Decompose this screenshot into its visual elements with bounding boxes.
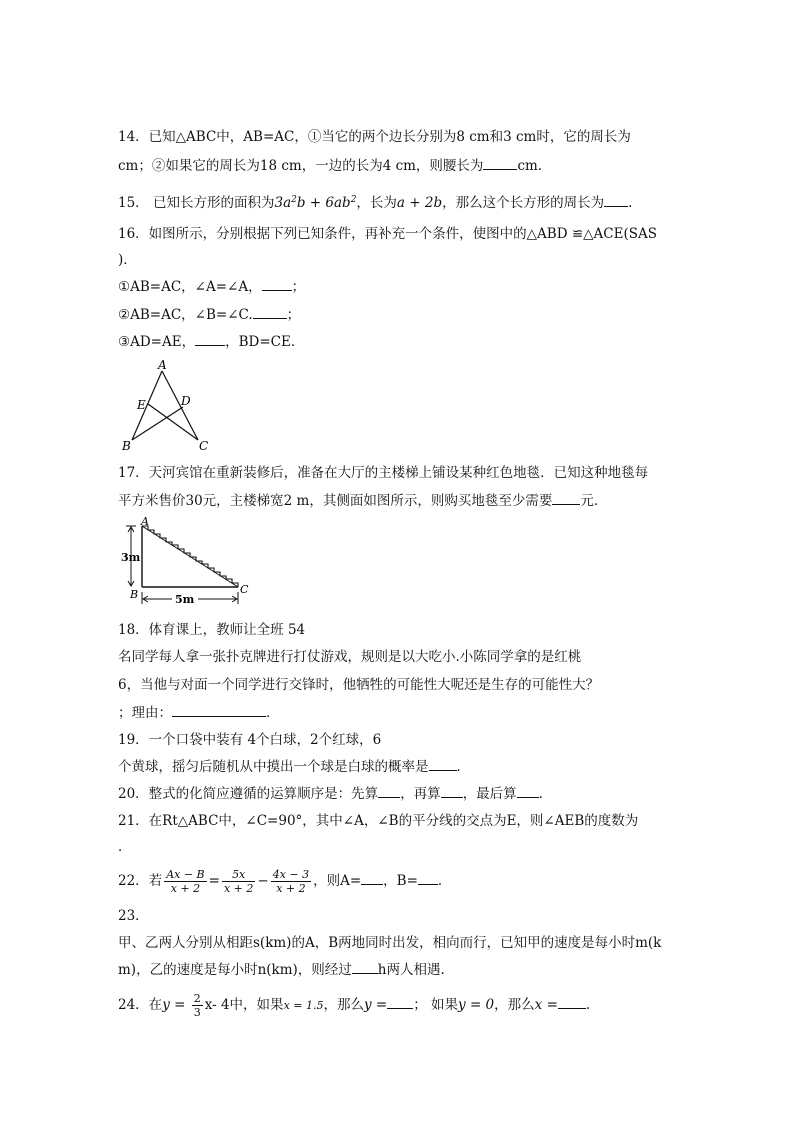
q24-y2: y [363,997,372,1013]
answer-blank[interactable] [387,995,413,1009]
label-a: A [158,358,167,372]
q14-text-2: cm；②如果它的周长为18 cm，一边的长为4 cm，则腰长为 [118,158,484,174]
side-ac [162,371,198,440]
label-d: D [181,394,191,408]
q15-area: $3a^2b + 6ab^2$ [274,195,357,211]
q17-line1 [118,463,648,483]
q23-line2 [118,933,661,953]
q24-line [118,990,590,1021]
q16-cond3-text: ③AD=AE， [118,334,196,350]
label-a: A [141,515,149,528]
answer-blank[interactable] [483,156,517,170]
q17-text: 17．天河宾馆在重新装修后，准备在大厅的主楼梯上铺设某种红色地毯．已知这种地毯每 [118,465,649,481]
answer-blank[interactable] [429,757,457,771]
q16-cond3-end: ，BD=CE． [225,334,305,350]
q19-line1 [118,730,381,750]
q21-text-1: 21．在Rt△ABC中，∠C=90°，其中∠A，∠B的平分线的交点为E，则∠AEB的度数为 [118,813,639,829]
q15-line [118,190,632,213]
q24-eq: = [169,997,190,1013]
label-width: 5m [175,593,195,606]
q16-line1b [118,250,137,270]
q23-text-1: 23． [118,908,149,924]
q18-line4 [118,703,280,723]
q19-text-2: 个黄球，摇匀后随机从中摸出一个球是白球的概率是 [118,759,429,775]
q21-line2 [118,837,132,857]
q19-end: ． [456,759,470,775]
q18-line1 [118,620,305,640]
q24-y: y [162,997,170,1013]
q23-line1 [118,906,149,926]
q24-prefix: 24．在 [118,997,163,1013]
fraction-2: $\frac{5x}{x + 2}$ [223,868,254,895]
q15-length: a + 2b [396,195,443,211]
q22-mid: ，则A= [313,873,362,889]
q20-text-d: ． [538,786,553,802]
q17-text-3: 元． [580,493,608,509]
answer-blank[interactable] [418,871,438,885]
q16-line1 [118,224,657,244]
triangle-figure [118,358,218,454]
q17-line2 [118,491,607,511]
q24-eq3: = [542,997,558,1013]
label-b: B [122,439,131,453]
q22-mid2: ，B= [383,873,418,889]
q22-end: ． [437,873,452,889]
label-b: B [130,588,139,601]
answer-blank[interactable] [195,332,225,346]
q24-cond2: y = 0 [458,997,495,1013]
q20-text-b: ，再算 [400,786,441,802]
answer-blank[interactable] [604,193,628,207]
q15-end: . [628,195,633,211]
q15-text: 15． 已知长方形的面积为 [118,195,275,211]
q19-text-1: 19．一个口袋中装有 4个白球，2个红球，6 [118,732,382,748]
q14-line2 [118,156,542,176]
segment-ce [148,404,198,440]
q20-text-c: ，最后算 [462,786,517,802]
q16-cond2-text: ②AB=AC，∠B=∠C. [118,307,253,323]
q24-end: . [585,997,591,1013]
q24-cond1: x = 1.5 [283,999,324,1012]
label-c: C [240,583,249,596]
answer-blank[interactable] [517,784,539,798]
q24-x3: x [534,997,543,1013]
q14-text-3: cm. [517,158,543,174]
q22-eq: = [208,873,220,889]
q14-line1 [118,127,631,147]
q15-mid: ，长为 [356,195,397,211]
q18-reason-label: ；理由： [118,705,172,721]
q24-rest: x- 4中，如果 [204,997,284,1013]
answer-blank[interactable] [253,305,287,319]
q19-line2 [118,757,470,777]
q24-eq2: = [371,997,388,1013]
q23-text-3: m)，乙的速度是每小时n(km)，则经过 [118,962,352,978]
q16-text: 16．如图所示，分别根据下列已知条件，再补充一个条件，使图中的△ABD ≌△ACE(SAS [118,226,657,242]
q16-cond1 [118,277,305,297]
q23-text-4: h两人相遇. [377,962,445,978]
q24-mid1: ，那么 [323,997,364,1013]
answer-blank[interactable] [352,960,378,974]
q24-mid2: ，那么 [494,997,535,1013]
label-c: C [199,439,209,453]
q18-text-2: 名同学每人拿一张扑克牌进行打仗游戏，规则是以大吃小.小陈同学拿的是红桃 [118,649,582,665]
q18-text-1: 18．体育课上，教师让全班 54 [118,622,306,638]
answer-blank[interactable] [361,871,383,885]
answer-blank[interactable] [558,995,586,1009]
q17-text-2: 平方米售价30元，主楼梯宽2 m，其侧面如图所示，则购买地毯至少需要 [118,493,553,509]
label-e: E [137,398,146,412]
fraction-two-thirds: $\frac{2}{3}$ [193,992,201,1019]
q16-cond2-end: ； [286,307,301,323]
fraction-3: $\frac{4x - 3}{x + 2}$ [272,868,310,895]
q24-sep: ； 如果 [413,997,459,1013]
q20-text-a: 20．整式的化简应遵循的运算顺序是：先算 [118,786,379,802]
fraction-1: $\frac{Ax - B}{x + 2}$ [166,868,205,895]
q22-line [118,866,451,896]
q18-end: ． [266,705,280,721]
q21-text-2: ． [118,839,132,855]
q21-line1 [118,811,638,831]
answer-blank[interactable] [262,277,292,291]
answer-blank[interactable] [552,491,580,505]
q23-text-2: 甲、乙两人分别从相距s(km)的A，B两地同时出发，相向而行，已知甲的速度是每小时m(k [118,935,662,951]
answer-blank[interactable] [441,784,463,798]
q22-minus: − [257,873,269,889]
q22-prefix: 22．若 [118,873,163,889]
q23-line3 [118,960,445,980]
answer-blank[interactable] [378,784,400,798]
q16-cond3 [118,332,304,352]
q18-text-3: 6，当他与对面一个同学进行交锋时，他牺牲的可能性大呢还是生存的可能性大？ [118,677,600,693]
q16-cond1-end: ； [291,279,306,295]
q16-cond2 [118,305,300,325]
q18-line2 [118,647,581,667]
q14-text: 14．已知△ABC中，AB=AC，①当它的两个边长分别为8 cm和3 cm时，它的周长为 [118,129,631,145]
staircase-figure [118,514,258,608]
q16-text-b: )． [118,252,137,268]
label-height: 3m [121,551,141,564]
q20-line [118,784,552,804]
q16-cond1-text: ①AB=AC，∠A=∠A， [118,279,262,295]
q15-suffix: ，那么这个长方形的周长为 [442,195,605,211]
answer-blank[interactable] [172,703,266,717]
q18-line3 [118,675,599,695]
